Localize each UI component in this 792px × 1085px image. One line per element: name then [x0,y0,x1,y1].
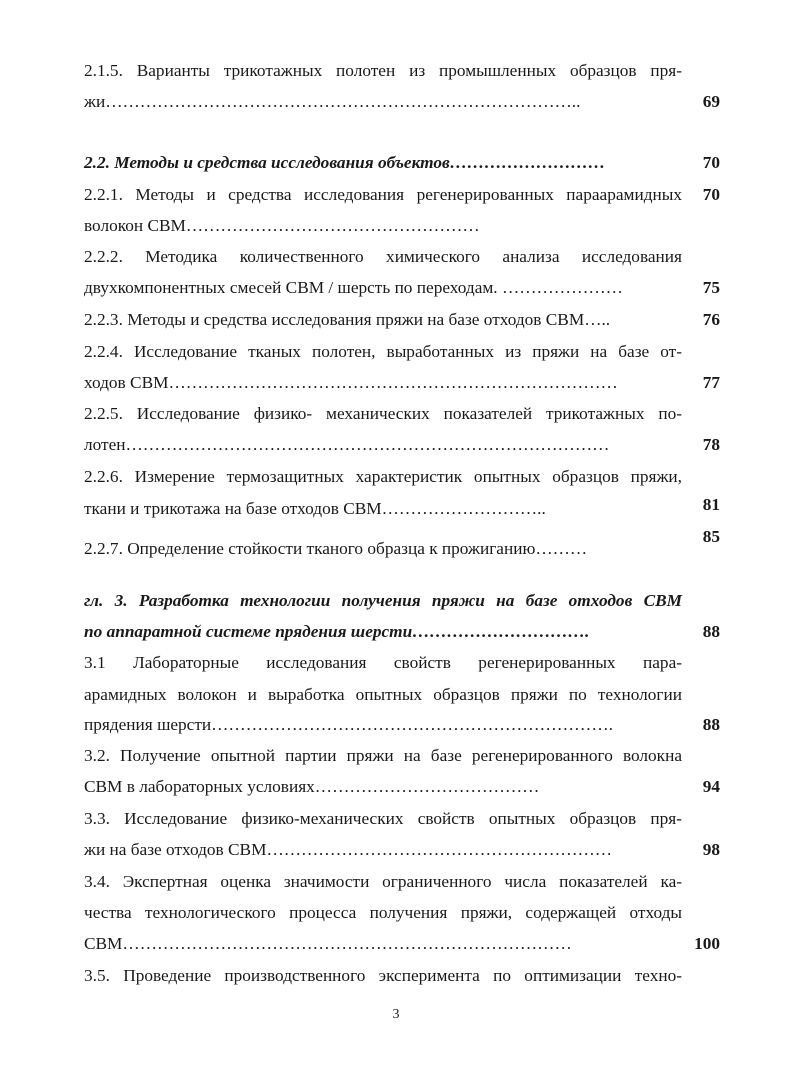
toc-line: СВМ…………………………………………………………………… [84,934,572,953]
toc-page-number: 88 [702,715,720,734]
toc-page-number: 85 [702,527,720,546]
toc-section-heading: 2.2. Методы и средства исследования объектов……………………… [84,153,606,172]
toc-page-number: 100 [694,934,720,953]
toc-line: 2.2.3. Методы и средства исследования пряжи на базе отходов СВМ….. [84,310,611,329]
toc-page-number: 77 [702,373,720,392]
toc-chapter-heading: гл. 3. Разработка технологии получения пряжи на базе отходов СВМ [84,591,682,610]
toc-line: двухкомпонентных смесей СВМ / шерсть по переходам. ………………… [84,278,623,297]
toc-line: прядения шерсти……………………………………………………………. [84,715,613,734]
toc-page-number: 78 [702,435,720,454]
toc-page-number: 75 [702,278,720,297]
toc-line: 2.2.2. Методика количественного химического анализа исследования [84,247,682,266]
toc-line: 3.1 Лабораторные исследования свойств регенерированных пара- [84,653,682,672]
toc-page-number: 98 [702,840,720,859]
toc-line: чества технологического процесса получения пряжи, содержащей отходы [84,903,682,922]
toc-page-number: 69 [702,92,720,111]
toc-line: 3.2. Получение опытной партии пряжи на базе регенерированного волокна [84,746,682,765]
toc-line: 2.2.4. Исследование тканых полотен, выработанных из пряжи на базе от- [84,342,682,361]
toc-page-number: 88 [702,622,720,641]
toc-line: волокон СВМ…………………………………………… [84,216,480,235]
toc-line: 2.2.5. Исследование физико- механических показателей трикотажных по- [84,404,682,423]
toc-line: арамидных волокон и выработка опытных образцов пряжи по технологии [84,685,682,704]
toc-line: 2.2.7. Определение стойкости тканого образца к прожиганию……… [84,539,588,558]
toc-page-number: 94 [702,777,720,796]
toc-line: 3.5. Проведение производственного эксперимента по оптимизации техно- [84,966,682,985]
toc-line: 2.1.5. Варианты трикотажных полотен из промышленных образцов пря- [84,61,682,80]
toc-line: 3.4. Экспертная оценка значимости ограниченного числа показателей ка- [84,872,682,891]
toc-page-number: 76 [702,310,720,329]
toc-line: 3.3. Исследование физико-механических свойств опытных образцов пря- [84,809,682,828]
toc-page-number: 70 [702,185,720,204]
toc-line: СВМ в лабораторных условиях………………………………… [84,777,540,796]
page-number: 3 [392,1007,400,1022]
toc-line: ткани и трикотажа на базе отходов СВМ……………………….. [84,499,546,518]
toc-line: жи……………………………………………………………………….. [84,92,581,111]
toc-line: лотен………………………………………………………………………… [84,435,610,454]
toc-line: жи на базе отходов СВМ…………………………………………………… [84,840,613,859]
toc-page-number: 70 [702,153,720,172]
toc-line: 2.2.6. Измерение термозащитных характеристик опытных образцов пряжи, [84,467,682,486]
toc-chapter-heading: по аппаратной системе прядения шерсти…………………………. [84,622,590,641]
toc-page-number: 81 [702,495,720,514]
toc-line: ходов СВМ…………………………………………………………………… [84,373,618,392]
toc-line: 2.2.1. Методы и средства исследования регенерированных параарамидных [84,185,682,204]
